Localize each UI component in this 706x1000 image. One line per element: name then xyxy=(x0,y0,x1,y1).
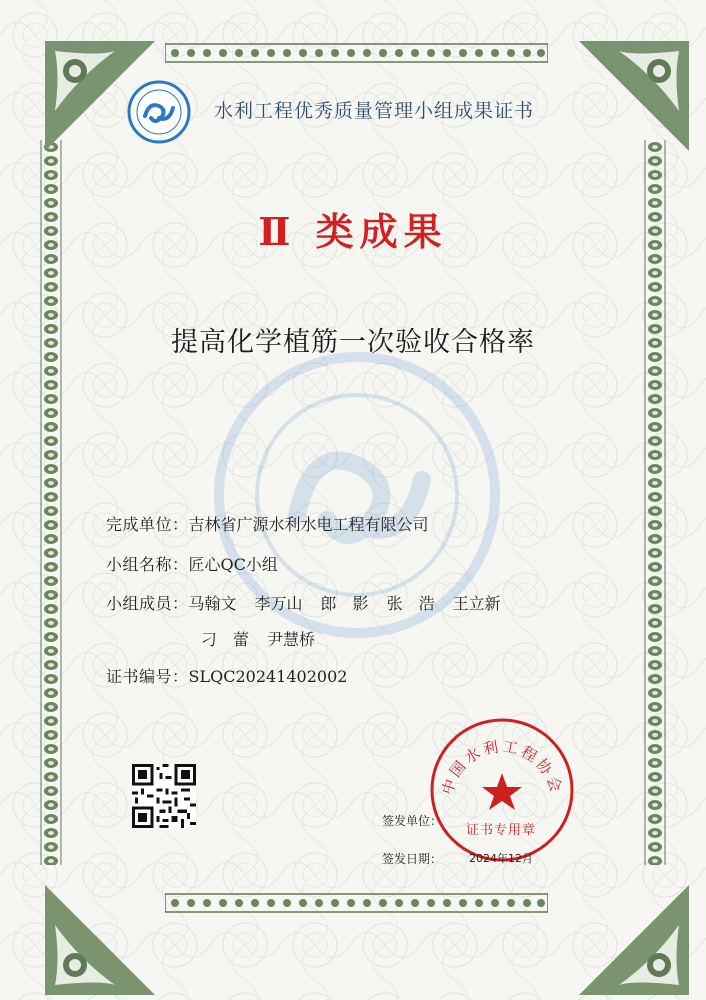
group-name-row xyxy=(106,552,278,575)
issue-date-value: 2024年12月 xyxy=(469,852,533,865)
member-name: 马翰文 xyxy=(188,594,237,613)
completion-unit-label: 完成单位： xyxy=(106,515,189,534)
corner-ornament-top-right xyxy=(574,36,694,156)
qr-code xyxy=(132,764,196,828)
member-name: 尹慧桥 xyxy=(267,630,316,649)
completion-unit-row xyxy=(106,512,429,535)
issue-date-label: 签发日期： xyxy=(382,852,443,866)
bottom-border-ornament xyxy=(165,890,548,916)
members-row xyxy=(106,591,519,614)
members-row-continued xyxy=(201,627,333,650)
group-name-label: 小组名称： xyxy=(106,555,189,574)
members-label: 小组成员： xyxy=(106,594,189,613)
certificate-number-value: SLQC20241402002 xyxy=(188,667,348,686)
member-name: 王立新 xyxy=(452,594,501,613)
member-name: 刁 蕾 xyxy=(201,630,250,649)
header-title: 水利工程优秀质量管理小组成果证书 xyxy=(214,100,535,122)
association-logo xyxy=(127,80,191,144)
official-seal xyxy=(428,716,576,864)
seal-bottom-text: 证书专用章 xyxy=(466,823,537,838)
member-name: 张 浩 xyxy=(386,594,435,613)
corner-ornament-bottom-left xyxy=(40,880,160,1000)
completion-unit-value: 吉林省广源水利水电工程有限公司 xyxy=(188,515,429,534)
member-name: 郎 影 xyxy=(320,594,369,613)
seal-ring-text: 中国水利工程协会 xyxy=(438,737,566,797)
certificate-number-row xyxy=(106,664,347,687)
project-title: 提高化学植筋一次验收合格率 xyxy=(171,327,535,358)
group-name-value: 匠心QC小组 xyxy=(188,555,278,574)
corner-ornament-bottom-right xyxy=(574,880,694,1000)
certificate-number-label: 证书编号： xyxy=(106,667,189,686)
top-border-ornament xyxy=(165,40,548,66)
member-name: 李万山 xyxy=(254,594,303,613)
issuer-label: 签发单位： xyxy=(382,814,443,828)
award-category: Ⅱ 类成果 xyxy=(258,209,448,254)
